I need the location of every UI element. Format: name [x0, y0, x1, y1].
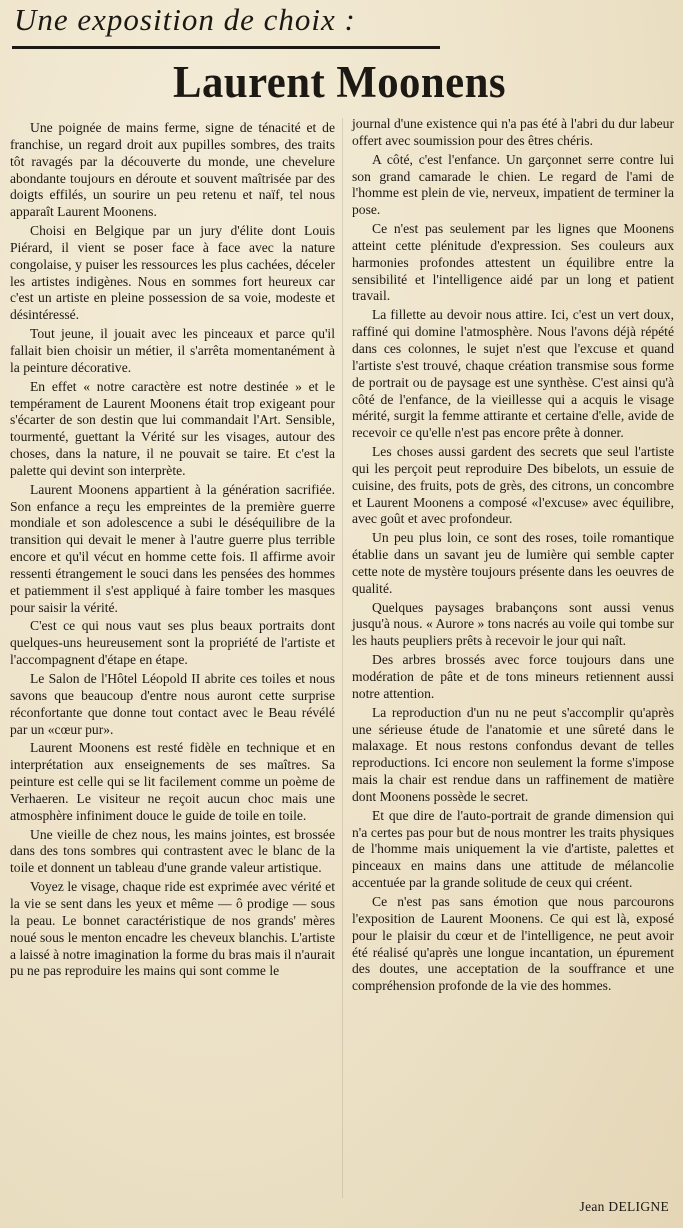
paragraph: Et que dire de l'auto-portrait de grande dimension qui n'a certes pas pour but de nous montrer les traits physiques de l'homme mais uniquement la vie d'artiste, palettes et pinceaux en mains dans une attitude de mélancolie accentuée par la grande solitude de ceux qui créent.: [352, 807, 674, 891]
paragraph: Une poignée de mains ferme, signe de ténacité et de franchise, un regard droit aux pupilles sombres, des traits tôt ravagés par la découverte du monde, une chevelure abondante toujours en déroute et souvent maîtrisée par des doigts effilés, un sourire un peu retenu et naïf, tel nous apparaît Laurent Moonens.: [10, 120, 335, 220]
paragraph: La fillette au devoir nous attire. Ici, c'est un vert doux, raffiné qui domine l'atmosphère. Nous l'avons déjà répété dans ces colonnes, le sujet n'est que l'excuse et quand l'artiste s'est trouvé, chaque création transmise sous forme de portrait ou de paysage est une synthèse. C'est ainsi qu'à côté de l'enfance, de la vieillesse qui a acquis le visage mérité, surgit la femme attirante et certaine d'elle, avide de recevoir ce qu'elle n'est pas encore prête à donner.: [352, 307, 674, 441]
paragraph: Choisi en Belgique par un jury d'élite dont Louis Piérard, il vient se poser face à face avec la nature congolaise, y puiser les ressources les plus cachées, déceler les artistes indigènes. Nous en sommes fort heureux car c'est un artiste en pleine possession de sa voie, modeste et désintéressé.: [10, 223, 335, 323]
article-column-left: [10, 120, 335, 982]
paragraph: Des arbres brossés avec force toujours dans une modération de pâte et de tons mineurs retiennent aussi notre attention.: [352, 652, 674, 701]
kicker-underline: [12, 46, 440, 49]
column-gutter: [342, 118, 343, 1198]
paragraph: Une vieille de chez nous, les mains jointes, est brossée dans des tons sombres qui contrastent avec le blanc de la toile et donnent un tableau d'une grande valeur artistique.: [10, 826, 335, 876]
paragraph: En effet « notre caractère est notre destinée » et le tempérament de Laurent Moonens était trop exigeant pour s'écarter de son destin que lui commandait l'Art. Sensible, tourmenté, guettant la Vérité sur les visages, autour des choses, dans la nature, il ne pouvait se taire. Et c'est la palette qui devint son interprète.: [10, 378, 335, 478]
paragraph: C'est ce qui nous vaut ses plus beaux portraits dont quelques-uns heureusement sont la propriété de l'artiste et l'accompagnent d'étape en étape.: [10, 618, 335, 668]
paragraph: Tout jeune, il jouait avec les pinceaux et parce qu'il fallait bien choisir un métier, il s'arrêta momentanément à la peinture décorative.: [10, 326, 335, 375]
paragraph: A côté, c'est l'enfance. Un garçonnet serre contre lui son grand camarade le chien. Le regard de l'ami de l'homme est plein de vie, nerveux, impatient de terminer la pose.: [352, 151, 674, 218]
paragraph: Laurent Moonens est resté fidèle en technique et en interprétation aux enseignements de ses maîtres. Sa peinture est celle qui se lit facilement comme un poème de Verhaeren. Le visiteur ne reçoit aucun choc mais une atmosphère infiniment douce le guide de toile en toile.: [10, 740, 335, 823]
paragraph: La reproduction d'un nu ne peut s'accomplir qu'après une sérieuse étude de l'anatomie et une sûreté dans le malaxage. Et nous restons confondus devant de telles reproductions. Ici encore non seulement la forme s'impose mais la chair est rendue dans un raffinement de matière dont Moonens possède le secret.: [352, 704, 674, 804]
paragraph-continuation: journal d'une existence qui n'a pas été à l'abri du dur labeur offert avec soumission pour des êtres chéris.: [352, 116, 674, 148]
article-kicker: Une exposition de choix :: [14, 2, 356, 37]
paragraph: Quelques paysages brabançons sont aussi venus jusqu'à nous. « Aurore » tons nacrés au voile qui tombe sur les hauts peupliers prêts à recevoir le jour qui naît.: [352, 599, 674, 649]
paragraph: Voyez le visage, chaque ride est exprimée avec vérité et la vie se sent dans les yeux et même — ô prodige — sous la peau. Le bonnet caractéristique de nos grands' mères noué sous le menton encadre les cheveux blanchis. L'artiste a laissé à notre imagination la forme du bras mais il n'aurait pu ne pas reproduire les mains qui sont comme le: [10, 879, 335, 979]
author-signature: Jean DELIGNE: [579, 1199, 669, 1214]
paragraph: Un peu plus loin, ce sont des roses, toile romantique établie dans un savant jeu de lumière qui semble capter cette note de mystère toujours présente dans les oeuvres de qualité.: [352, 530, 674, 596]
paragraph: Le Salon de l'Hôtel Léopold II abrite ces toiles et nous savons que beaucoup d'entre nous auront cette surprise réconfortante que donne tout contact avec le Beau révélé par un «cœur pur».: [10, 671, 335, 737]
paragraph: Ce n'est pas sans émotion que nous parcourons l'exposition de Laurent Moonens. Ce qui est là, exposé pour le plaisir du cœur et de l'intelligence, ne peut avoir été réalisé qu'après une longue incantation, un épurement des doutes, une acceptation de la souffrance et une compréhension profonde de la vie des hommes.: [352, 893, 674, 994]
paragraph: Laurent Moonens appartient à la génération sacrifiée. Son enfance a reçu les empreintes de la première guerre mondiale et son adolescence a subi le déséquilibre de la transition qui devait le mener à l'autre guerre plus terrible encore et qu'il vécut en homme cette fois. Il affirme avoir ressenti étrangement le souci dans les pensées des hommes et patiemment il s'est appliqué à faire tomber les masques pour saisir la vérité.: [10, 481, 335, 615]
paragraph: Les choses aussi gardent des secrets que seul l'artiste qui les perçoit peut reproduire Des bibelots, un essuie de cuisine, des fruits, pots de grès, des citrons, un concombre et Laurent Moonens a composé «l'excuse» avec équilibre, avec goût et avec profondeur.: [352, 444, 674, 527]
article-headline: Laurent Moonens: [173, 57, 506, 107]
paragraph: Ce n'est pas seulement par les lignes que Moonens atteint cette plénitude d'expression. Ses couleurs aux harmonies profondes attestent un équilibre entre la sensibilité et l'intelligence aidé par un long et patient travail.: [352, 221, 674, 304]
article-column-right: [352, 116, 674, 997]
